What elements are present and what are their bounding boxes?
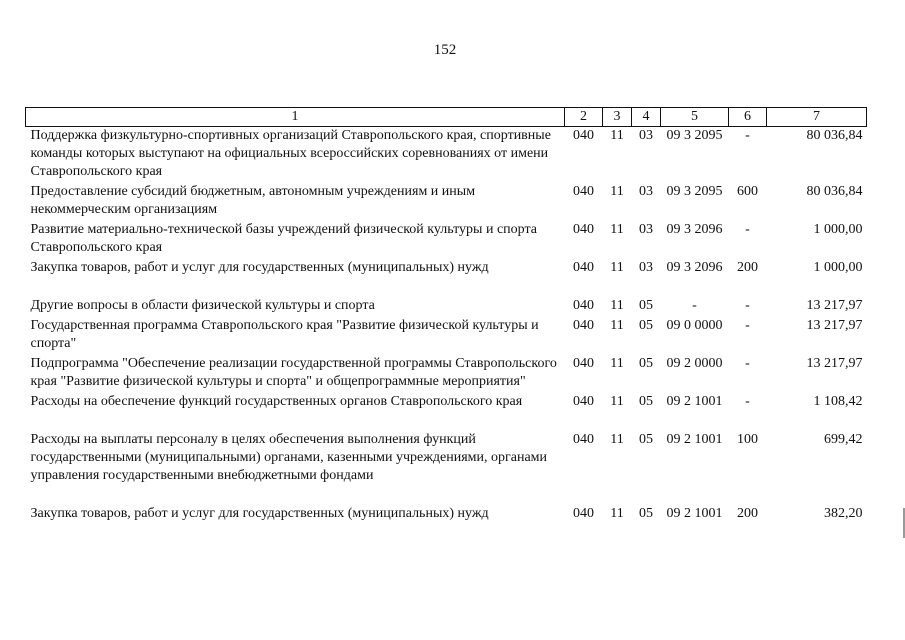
row-section-code: 11 (610, 222, 624, 237)
table-row (26, 355, 867, 393)
row-name: Развитие материально-технической базы учреждений физической культуры и спорта Ставропольского края (30, 222, 537, 255)
row-expense-type: - (745, 128, 750, 143)
header-col-3: 3 (603, 108, 632, 127)
row-target-article: 09 3 2096 (666, 222, 723, 237)
row-section-code: 11 (610, 260, 624, 275)
row-subsection-code: 05 (639, 356, 653, 371)
row-name: Предоставление субсидий бюджетным, автономным учреждениям и иным некоммерческим организациям (30, 184, 476, 217)
row-expense-type: 200 (737, 260, 758, 275)
row-target-article: 09 0 0000 (666, 318, 723, 333)
row-expense-type: - (745, 318, 750, 333)
row-target-article: 09 2 1001 (666, 432, 723, 447)
row-section-code: 11 (610, 128, 624, 143)
row-target-article: 09 3 2095 (666, 128, 723, 143)
page-number: 152 (433, 42, 457, 58)
row-subsection-code: 05 (639, 318, 653, 333)
header-col-6: 6 (729, 108, 767, 127)
row-ministry-code: 040 (573, 432, 594, 447)
row-subsection-code: 05 (639, 432, 653, 447)
row-name: Закупка товаров, работ и услуг для государственных (муниципальных) нужд (30, 260, 489, 275)
row-amount: 80 036,84 (806, 128, 863, 143)
row-subsection-code: 03 (639, 260, 653, 275)
row-ministry-code: 040 (573, 184, 594, 199)
row-subsection-code: 03 (639, 184, 653, 199)
row-subsection-code: 03 (639, 222, 653, 237)
row-name: Другие вопросы в области физической культуры и спорта (30, 298, 375, 313)
row-subsection-code: 05 (639, 298, 653, 313)
table-row (26, 297, 867, 317)
row-subsection-code: 05 (639, 394, 653, 409)
row-expense-type: 100 (737, 432, 758, 447)
row-name: Расходы на выплаты персоналу в целях обеспечения выполнения функций государственными (муниципальными) органами, казенными учреждениями, органами управления государственными внебюджетными фондами (30, 432, 548, 483)
table-row (26, 505, 867, 525)
row-amount: 1 000,00 (813, 260, 863, 275)
row-ministry-code: 040 (573, 394, 594, 409)
row-section-code: 11 (610, 356, 624, 371)
row-expense-type: - (745, 356, 750, 371)
row-section-code: 11 (610, 184, 624, 199)
row-amount: 13 217,97 (806, 318, 863, 333)
header-col-4: 4 (632, 108, 661, 127)
table-row (26, 127, 867, 184)
row-target-article: 09 2 1001 (666, 506, 723, 521)
row-ministry-code: 040 (573, 506, 594, 521)
row-amount: 1 000,00 (813, 222, 863, 237)
row-ministry-code: 040 (573, 356, 594, 371)
row-section-code: 11 (610, 318, 624, 333)
table-row (26, 393, 867, 431)
row-expense-type: 600 (737, 184, 758, 199)
row-name: Расходы на обеспечение функций государственных органов Ставропольского края (30, 394, 523, 409)
header-col-1: 1 (26, 108, 565, 127)
row-name: Поддержка физкультурно-спортивных организаций Ставропольского края, спортивные команды которых выступают на официальных всероссийских соревнованиях от имени Ставропольского края (30, 128, 551, 179)
row-amount: 1 108,42 (813, 394, 863, 409)
table-row (26, 431, 867, 505)
row-ministry-code: 040 (573, 318, 594, 333)
row-subsection-code: 05 (639, 506, 653, 521)
row-amount: 80 036,84 (806, 184, 863, 199)
row-ministry-code: 040 (573, 128, 594, 143)
budget-table (25, 107, 867, 525)
row-ministry-code: 040 (573, 260, 594, 275)
header-col-2: 2 (565, 108, 603, 127)
row-ministry-code: 040 (573, 298, 594, 313)
table-row (26, 183, 867, 221)
table-row (26, 317, 867, 355)
row-amount: 382,20 (824, 506, 863, 521)
table-row (26, 221, 867, 259)
row-amount: 699,42 (824, 432, 863, 447)
row-name: Государственная программа Ставропольского края "Развитие физической культуры и спорта" (30, 318, 539, 351)
header-col-7: 7 (767, 108, 867, 127)
row-expense-type: - (745, 394, 750, 409)
row-expense-type: 200 (737, 506, 758, 521)
row-target-article: 09 2 0000 (666, 356, 723, 371)
table-row (26, 259, 867, 297)
row-ministry-code: 040 (573, 222, 594, 237)
row-target-article: 09 3 2096 (666, 260, 723, 275)
row-section-code: 11 (610, 298, 624, 313)
row-name: Подпрограмма "Обеспечение реализации государственной программы Ставропольского края "Развитие физической культуры и спорта" и общепрограммные мероприятия" (30, 356, 557, 389)
row-expense-type: - (745, 222, 750, 237)
row-section-code: 11 (610, 432, 624, 447)
row-subsection-code: 03 (639, 128, 653, 143)
row-target-article: 09 2 1001 (666, 394, 723, 409)
row-amount: 13 217,97 (806, 298, 863, 313)
row-target-article: - (692, 298, 697, 313)
row-amount: 13 217,97 (806, 356, 863, 371)
header-col-5: 5 (661, 108, 729, 127)
row-expense-type: - (745, 298, 750, 313)
row-section-code: 11 (610, 394, 624, 409)
row-name: Закупка товаров, работ и услуг для государственных (муниципальных) нужд (30, 506, 489, 521)
table-header-row (26, 108, 867, 127)
row-section-code: 11 (610, 506, 624, 521)
row-target-article: 09 3 2095 (666, 184, 723, 199)
